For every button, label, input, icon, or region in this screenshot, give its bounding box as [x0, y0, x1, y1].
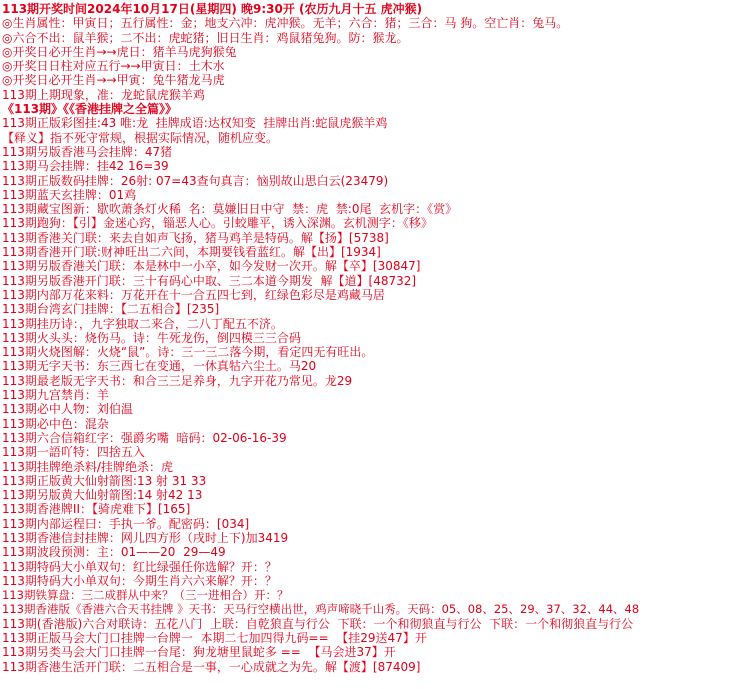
document-line: 113期香港开门联:财神旺出二六间，本期要钱看蓝红。解【出】[1934] [2, 245, 381, 260]
document-line: 113期香港生活开门联：二五相合是一事，一心成就之为先。解【渡】[87409] [2, 659, 421, 674]
document-line: 113期必中色：混杂 [2, 416, 109, 431]
document-line: 113期九宫禁肖：羊 [2, 388, 109, 403]
document-header: 113期开奖时间2024年10月17日(星期四) 晚9:30开 (农历九月十五 虎冲猴) [2, 2, 423, 16]
document-line: 113期跑狗：【引】金迷心窍，锱恶人心。引蛟雕平，诱入深渊。玄机测字：《移》 [2, 216, 433, 231]
document-line: 113期火头头：烧伤马。诗：牛死龙伤，倒四模三三合码 [2, 330, 301, 345]
document-line: 113期波段预测：主：01——20 29—49 [2, 545, 226, 560]
document-line: 113期藏宝图新：歇吹萧条灯火稀 名：莫嫌旧日中守 禁：虎 禁:0尾 玄机字：《赏》 [2, 202, 458, 217]
document-line: 113期香港关门联：来去自如声飞扬，猪马鸡羊是特码。解【扬】[5738] [2, 230, 389, 245]
document-line: 113期特码大小单双句：红比绿强任你选解？开：？ [2, 559, 277, 574]
document-line: 113期最老版无字天书：和合三三足养身，九字开花乃常见。龙29 [2, 373, 353, 388]
document-line: 113期蓝天玄挂牌：01鸡 [2, 187, 137, 202]
document-line: 113期另类马会大门口挂牌一台尾：狗龙塘里鼠蛇多 == 【马会进37】开 [2, 645, 396, 660]
document-line: ◎开奖日日柱对应五行→→甲寅日：土木水 [2, 59, 225, 74]
document-line: ◎开奖日必开生肖→→甲寅：兔牛猪龙马虎 [2, 73, 225, 88]
document-line: 113期正版马会大门口挂牌一台牌一 本期二七加四得九码== 【挂29送47】开 [2, 631, 427, 646]
document-line: 113期正版彩图挂:43 唯:龙 挂牌成语:达权知变 挂牌出肖:蛇鼠虎猴羊鸡 [2, 116, 388, 131]
document-line: 113期挂历诗：，九字独取二来合，二八丁配五不济。 [2, 316, 283, 331]
document-line: 113期香港牌II：【骑虎难下】[165] [2, 502, 191, 517]
document-line: 113期另版香港马会挂牌：47猪 [2, 144, 173, 159]
document-line: 113期另版黄大仙射箭图:14 射42 13 [2, 488, 203, 503]
document-line: 113期必中人物：刘伯温 [2, 402, 133, 417]
document-line: 113期另版香港开门联：三十有码心中取、三二本道今期发 解【道】[48732] [2, 273, 417, 288]
document-line: 113期火烧图解：火烧“鼠”。诗：三一三二落今期，看定四无有旺出。 [2, 345, 374, 360]
document-line: ◎六合不出：鼠羊猴；二不出：虎蛇猪；旧日生肖：鸡鼠猪兔狗。防：猴龙。 [2, 30, 409, 45]
document-line: 113期香港信封挂牌：网儿四方形（戌时上下)加3419 [2, 530, 289, 545]
document-line: 113期香港版《香港六合天书挂牌 》天书：天马行空横出世，鸡声啼晓千山秀。天码：05、08、25、29、37、32、44、48 [2, 602, 640, 617]
document-line: 113期上期现象，准：龙蛇鼠虎猴羊鸡 [2, 87, 205, 102]
document-line: 113期台湾玄门挂牌：【二五相合】[235] [2, 302, 220, 317]
document-line: 113期特码大小单双句：今期生肖六六来解？开：？ [2, 573, 277, 588]
document-line: 113期无字天书：东三西七在变通，一休真牯六尘土。马20 [2, 359, 317, 374]
document-line: 113期挂牌绝杀料/挂牌绝杀：虎 [2, 459, 173, 474]
document-line: 113期正版数码挂牌：26射: 07=43查句真言：恼别故山思白云(23479) [2, 173, 389, 188]
document-line: 113期马会挂牌：挂42 16=39 [2, 159, 169, 174]
document-line: 113期一語吖特：四捨五入 [2, 445, 145, 460]
document-line: 113期(香港版)六合对联诗：五花八门 上联：自乾狼直与行公 下联：一个和彻狼直与行公 下联：一个和彻狼直与行公 [2, 616, 634, 631]
document-line: 113期另版香港关门联：本是林中一小卒，如今发财一次开。解【卒】[30847] [2, 259, 421, 274]
document-line: ◎生肖属性：甲寅日；五行属性：金；地支六冲：虎冲猴。无羊；六合：猪；三合：马 狗。空亡肖：兔马。 [2, 16, 569, 31]
document-line: 113期铁算盘：三二成群从中来？（三一进相合）开：？ [2, 588, 289, 603]
document-line: ◎开奖日必开生肖→→虎日：猪羊马虎狗猴兔 [2, 44, 237, 59]
document-line: 113期内部万花来料：万花开在十一合五四七到，红绿色彩尽是鸡藏马居 [2, 287, 385, 302]
document-line: 【释义】指不死守常规，根据实际情况，随机应变。 [2, 130, 279, 145]
document-line: 113期正版黄大仙射箭图:13 射 31 33 [2, 473, 207, 488]
document-section-title: 《113期》《《香港挂牌之全篇》》 [2, 102, 178, 117]
document-line: 113期内部运程曰：手执一爷。配密码：[034] [2, 516, 250, 531]
document-line: 113期六合信箱红字：强爵劣嘴 暗码：02-06-16-39 [2, 430, 287, 445]
